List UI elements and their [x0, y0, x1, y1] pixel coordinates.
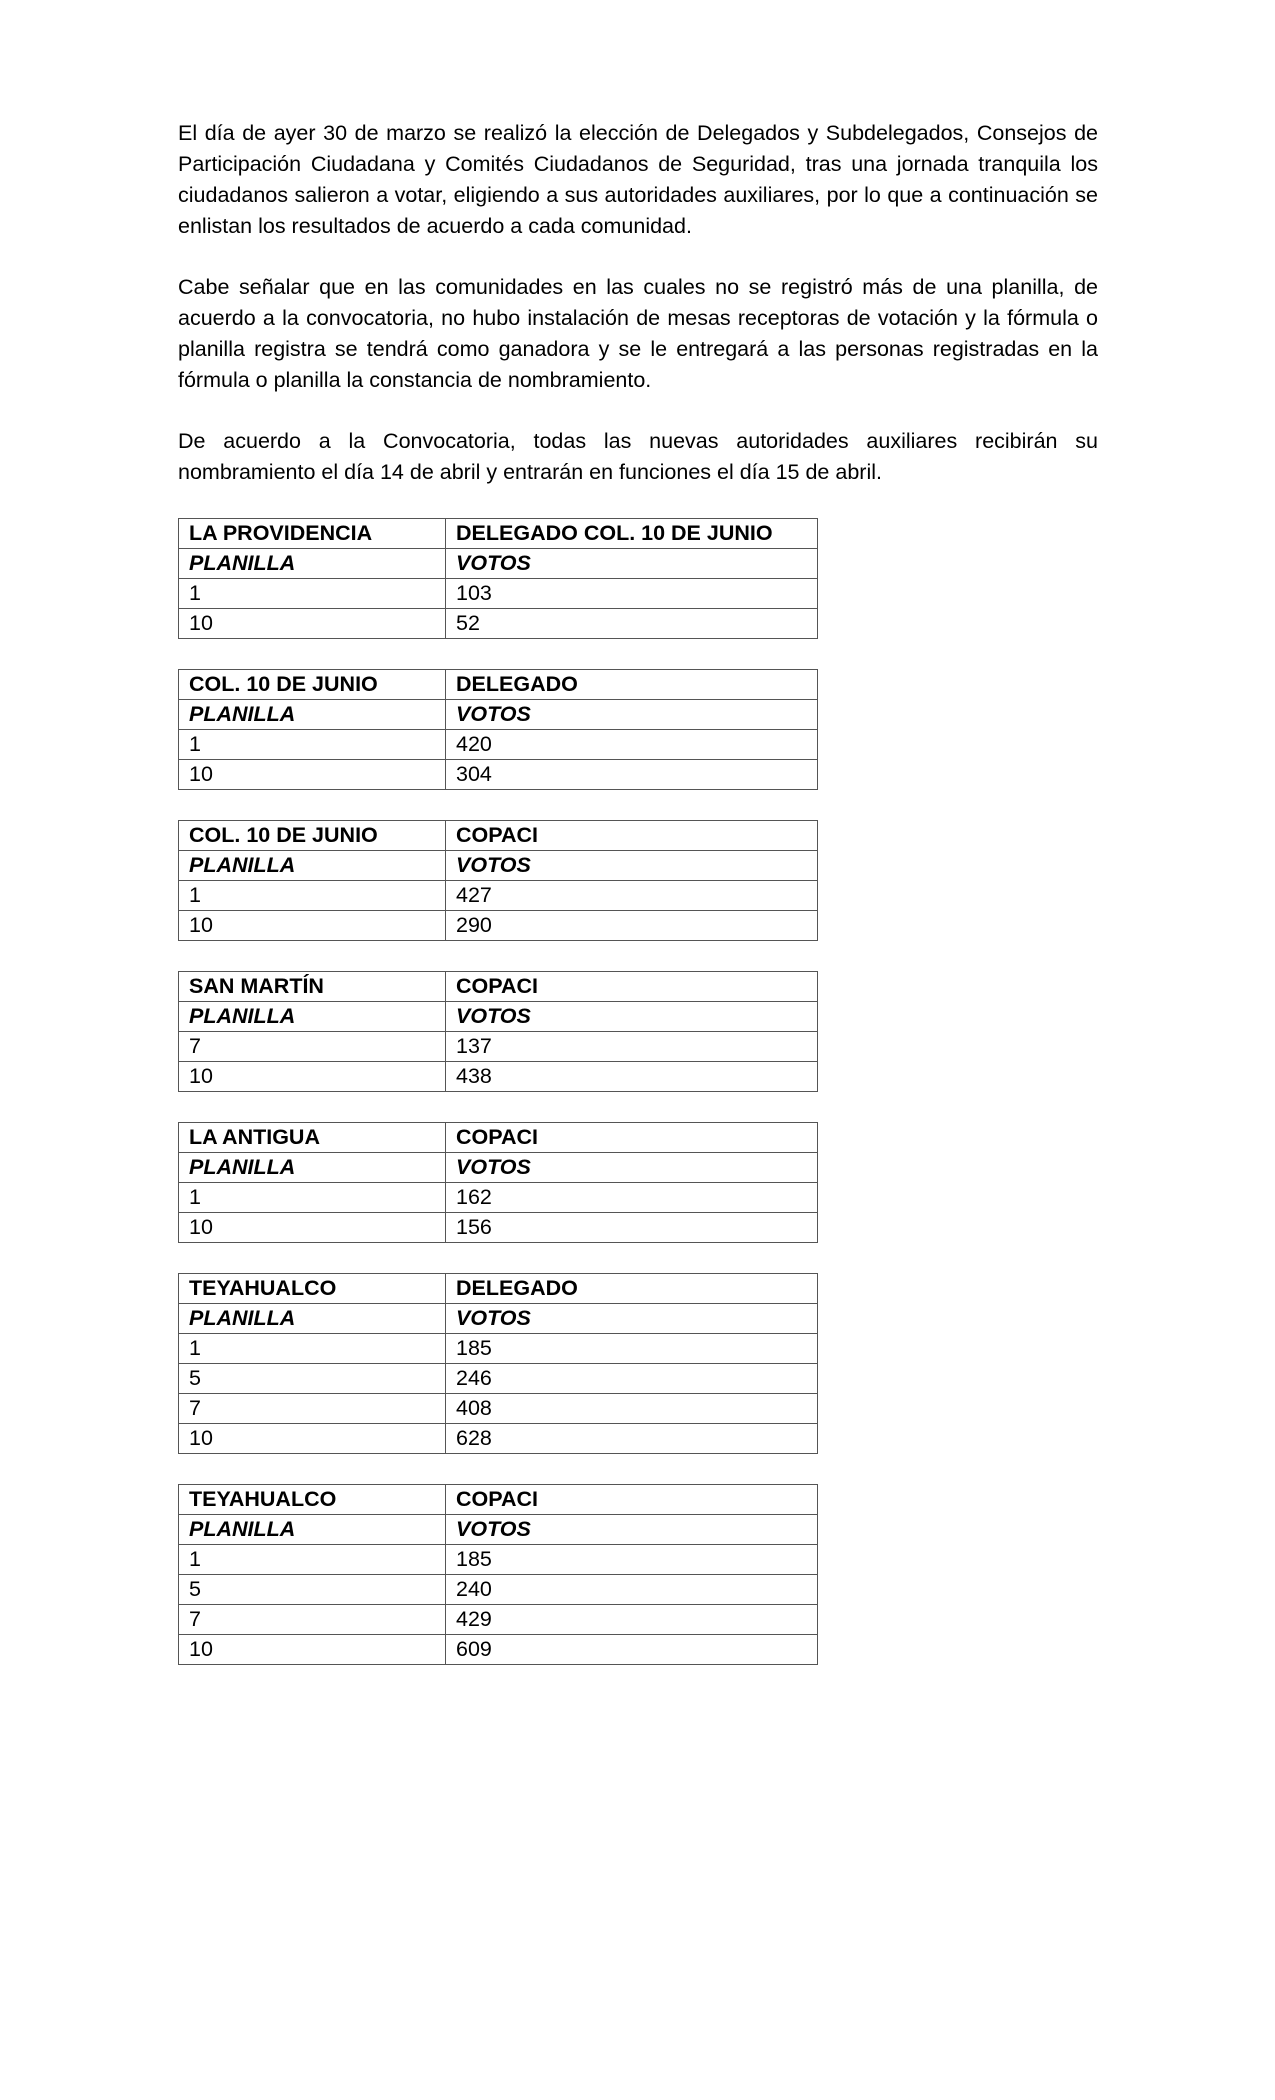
office-name: COPACI: [446, 1123, 818, 1153]
table-row: [179, 579, 818, 609]
votos-cell: 420: [446, 730, 818, 760]
office-name: COPACI: [446, 972, 818, 1002]
votos-cell: 162: [446, 1183, 818, 1213]
votos-header: VOTOS: [446, 1515, 818, 1545]
votos-cell: 246: [446, 1364, 818, 1394]
planilla-cell: 1: [179, 881, 446, 911]
table-row: [179, 1032, 818, 1062]
community-name: COL. 10 DE JUNIO: [179, 670, 446, 700]
planilla-header: PLANILLA: [179, 700, 446, 730]
table-header-row: [179, 1274, 818, 1304]
table-row: [179, 881, 818, 911]
table-row: [179, 1575, 818, 1605]
table-header-row: [179, 1123, 818, 1153]
planilla-cell: 5: [179, 1575, 446, 1605]
planilla-cell: 1: [179, 730, 446, 760]
community-name: TEYAHUALCO: [179, 1485, 446, 1515]
votos-cell: 185: [446, 1545, 818, 1575]
votos-cell: 103: [446, 579, 818, 609]
office-name: DELEGADO COL. 10 DE JUNIO: [446, 519, 818, 549]
table-row: [179, 760, 818, 790]
planilla-cell: 10: [179, 1213, 446, 1243]
votos-cell: 408: [446, 1394, 818, 1424]
planilla-header: PLANILLA: [179, 1153, 446, 1183]
votos-cell: 240: [446, 1575, 818, 1605]
votos-header: VOTOS: [446, 1002, 818, 1032]
planilla-cell: 10: [179, 911, 446, 941]
table-header-row: [179, 821, 818, 851]
planilla-cell: 1: [179, 579, 446, 609]
planilla-header: PLANILLA: [179, 1515, 446, 1545]
planilla-cell: 10: [179, 1635, 446, 1665]
community-name: COL. 10 DE JUNIO: [179, 821, 446, 851]
results-table: [178, 1122, 818, 1243]
community-name: TEYAHUALCO: [179, 1274, 446, 1304]
column-header-row: [179, 1153, 818, 1183]
votos-cell: 628: [446, 1424, 818, 1454]
planilla-header: PLANILLA: [179, 851, 446, 881]
table-row: [179, 1183, 818, 1213]
results-table: [178, 1273, 818, 1454]
office-name: DELEGADO: [446, 1274, 818, 1304]
table-row: [179, 1062, 818, 1092]
table-header-row: [179, 670, 818, 700]
table-row: [179, 911, 818, 941]
results-table: [178, 669, 818, 790]
intro-paragraph: El día de ayer 30 de marzo se realizó la elección de Delegados y Subdelegados, Consejos de Participación Ciudadana y Comités Ciudadanos de Seguridad, tras una jornada tranquila los ciudadanos salieron a votar, eligiendo a sus autoridades auxiliares, por lo que a continuación se enlistan los resultados de acuerdo a cada comunidad.: [178, 121, 1098, 238]
table-row: [179, 609, 818, 639]
table-row: [179, 1545, 818, 1575]
column-header-row: [179, 1304, 818, 1334]
table-header-row: [179, 972, 818, 1002]
community-name: LA PROVIDENCIA: [179, 519, 446, 549]
planilla-cell: 7: [179, 1394, 446, 1424]
votos-header: VOTOS: [446, 549, 818, 579]
community-name: SAN MARTÍN: [179, 972, 446, 1002]
votos-cell: 438: [446, 1062, 818, 1092]
schedule-paragraph: De acuerdo a la Convocatoria, todas las nuevas autoridades auxiliares recibirán su nombramiento el día 14 de abril y entrarán en funciones el día 15 de abril.: [178, 429, 1098, 484]
votos-cell: 290: [446, 911, 818, 941]
table-row: [179, 730, 818, 760]
table-row: [179, 1635, 818, 1665]
table-header-row: [179, 1485, 818, 1515]
votos-header: VOTOS: [446, 851, 818, 881]
column-header-row: [179, 1002, 818, 1032]
office-name: COPACI: [446, 821, 818, 851]
planilla-cell: 7: [179, 1605, 446, 1635]
planilla-header: PLANILLA: [179, 549, 446, 579]
planilla-cell: 10: [179, 609, 446, 639]
results-table: [178, 1484, 818, 1665]
votos-cell: 156: [446, 1213, 818, 1243]
column-header-row: [179, 1515, 818, 1545]
votos-header: VOTOS: [446, 1304, 818, 1334]
table-header-row: [179, 519, 818, 549]
planilla-cell: 1: [179, 1183, 446, 1213]
votos-cell: 427: [446, 881, 818, 911]
table-row: [179, 1394, 818, 1424]
table-row: [179, 1213, 818, 1243]
planilla-cell: 1: [179, 1334, 446, 1364]
votos-cell: 185: [446, 1334, 818, 1364]
votos-header: VOTOS: [446, 700, 818, 730]
note-paragraph: Cabe señalar que en las comunidades en las cuales no se registró más de una planilla, de acuerdo a la convocatoria, no hubo instalación de mesas receptoras de votación y la fórmula o planilla registra se tendrá como ganadora y se le entregará a las personas registradas en la fórmula o planilla la constancia de nombramiento.: [178, 275, 1098, 392]
votos-cell: 609: [446, 1635, 818, 1665]
planilla-header: PLANILLA: [179, 1002, 446, 1032]
planilla-cell: 10: [179, 1424, 446, 1454]
planilla-cell: 10: [179, 1062, 446, 1092]
votos-cell: 52: [446, 609, 818, 639]
planilla-cell: 5: [179, 1364, 446, 1394]
table-row: [179, 1334, 818, 1364]
results-table: [178, 971, 818, 1092]
table-row: [179, 1364, 818, 1394]
office-name: COPACI: [446, 1485, 818, 1515]
planilla-cell: 10: [179, 760, 446, 790]
votos-header: VOTOS: [446, 1153, 818, 1183]
votos-cell: 429: [446, 1605, 818, 1635]
office-name: DELEGADO: [446, 670, 818, 700]
results-tables: [178, 518, 1098, 1665]
table-row: [179, 1424, 818, 1454]
table-row: [179, 1605, 818, 1635]
planilla-header: PLANILLA: [179, 1304, 446, 1334]
votos-cell: 304: [446, 760, 818, 790]
column-header-row: [179, 851, 818, 881]
community-name: LA ANTIGUA: [179, 1123, 446, 1153]
results-table: [178, 820, 818, 941]
column-header-row: [179, 700, 818, 730]
results-table: [178, 518, 818, 639]
votos-cell: 137: [446, 1032, 818, 1062]
document-page: [178, 118, 1098, 1695]
column-header-row: [179, 549, 818, 579]
planilla-cell: 7: [179, 1032, 446, 1062]
planilla-cell: 1: [179, 1545, 446, 1575]
